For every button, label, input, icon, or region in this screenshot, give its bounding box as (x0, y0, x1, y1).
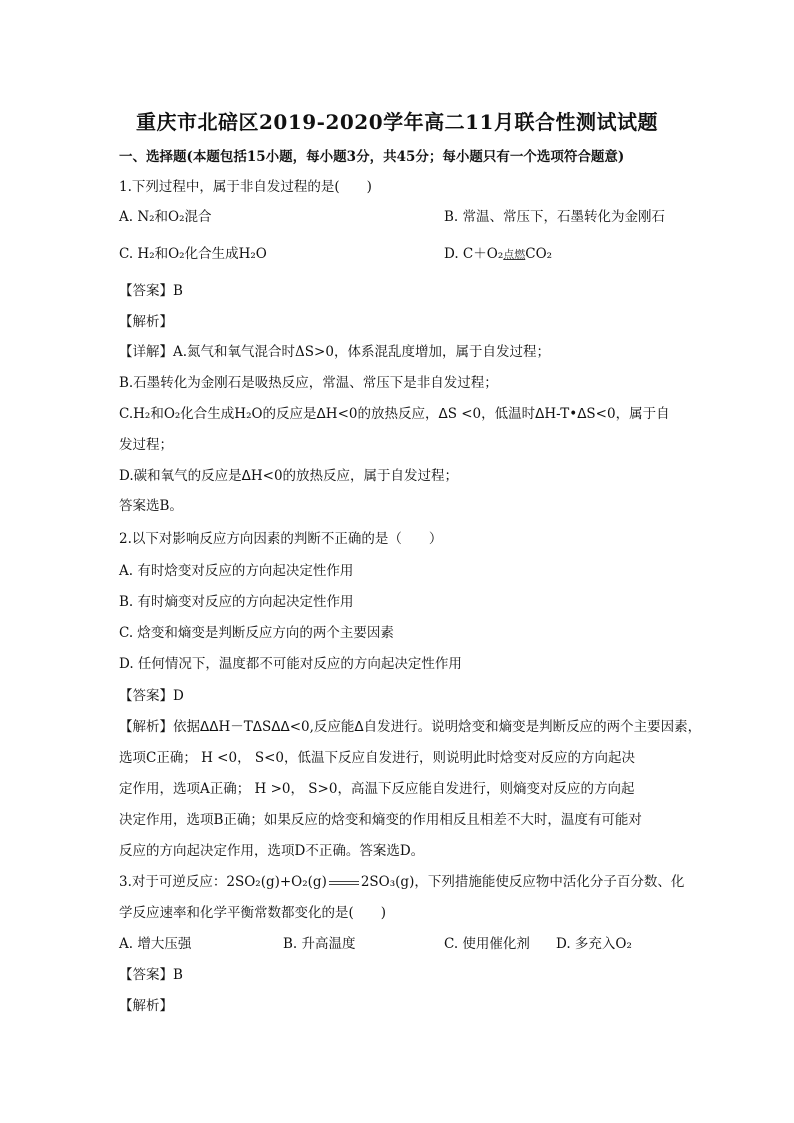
page-title: 重庆市北碚区2019-2020学年高二11月联合性测试试题 (136, 110, 658, 134)
question-1-stem: 1.下列过程中，属于非自发过程的是( ) (119, 179, 372, 195)
question-1-analysis-line: C.H₂和O₂化合生成H₂O的反应是ᐃH<0的放热反应，ᐃS <0，低温时ᐃH-T•ᐃS<0，属于自 (119, 406, 670, 422)
question-1-analysis-line: D.碳和氧气的反应是ᐃH<0的放热反应，属于自发过程； (119, 468, 459, 484)
question-2-analysis-line: 【解析】依据ᐃᐃH－TᐃSᐃᐃ<0,反应能ᐃ自发进行。说明焓变和熵变是判断反应的两个主要因素， (119, 719, 702, 735)
question-2-analysis-line: 决定作用，选项B正确；如果反应的焓变和熵变的作用相反且相差不大时，温度有可能对 (119, 812, 642, 828)
question-2-analysis-line: 反应的方向起决定作用，选项D不正确。答案选D。 (119, 843, 425, 859)
question-2-answer: 【答案】D (119, 688, 184, 704)
question-2-stem: 2.以下对影响反应方向因素的判断不正确的是（ ） (119, 531, 443, 547)
question-2-analysis-line: 选项C正确； H <0， S<0，低温下反应自发进行，则说明此时焓变对反应的方向起决 (119, 750, 636, 766)
question-1-option-b: B. 常温、常压下，石墨转化为金刚石 (444, 209, 666, 225)
ignite-condition: 点燃 (503, 248, 526, 261)
question-3-option-b: B. 升高温度 (283, 936, 356, 952)
question-2-option-a: A. 有时焓变对反应的方向起决定性作用 (119, 563, 354, 579)
question-2-option-b: B. 有时熵变对反应的方向起决定性作用 (119, 594, 354, 610)
question-1-analysis-line: B.石墨转化为金刚石是吸热反应，常温、常压下是非自发过程； (119, 375, 498, 391)
question-1-answer: 【答案】B (119, 283, 183, 299)
question-3-option-d: D. 多充入O₂ (556, 936, 632, 952)
option-d-product: CO₂ (525, 246, 553, 262)
question-3-analysis-heading: 【解析】 (119, 998, 173, 1014)
question-1-analysis-heading: 【解析】 (119, 314, 173, 330)
question-3-answer: 【答案】B (119, 967, 183, 983)
question-2-analysis-line: 定作用，选项A正确； H >0， S>0，高温下反应能自发进行，则熵变对反应的方向起 (119, 781, 635, 797)
question-3-option-a: A. 增大压强 (119, 936, 192, 952)
reversible-arrow-icon (327, 878, 361, 888)
question-1-conclusion: 答案选B。 (119, 498, 183, 514)
question-1-analysis-line: 发过程； (119, 437, 173, 453)
option-d-reactants: D. C＋O₂ (444, 246, 504, 262)
question-3-option-c: C. 使用催化剂 (444, 936, 530, 952)
section-heading: 一、选择题(本题包括15小题，每小题3分，共45分；每小题只有一个选项符合题意) (119, 149, 625, 165)
question-2-option-d: D. 任何情况下，温度都不可能对反应的方向起决定性作用 (119, 656, 462, 672)
question-1-option-c: C. H₂和O₂化合生成H₂O (119, 246, 267, 262)
question-3-stem-continued: 学反应速率和化学平衡常数都变化的是( ) (119, 905, 387, 921)
reaction-products-and-question: 2SO₃(g)，下列措施能使反应物中活化分子百分数、化 (360, 874, 685, 890)
question-1-option-a: A. N₂和O₂混合 (119, 209, 212, 225)
question-3-stem (119, 873, 684, 891)
question-1-option-d (444, 245, 552, 264)
question-1-analysis-line: 【详解】A.氮气和氧气混合时ΔS>0，体系混乱度增加，属于自发过程； (119, 344, 550, 360)
reaction-reactants: 3.对于可逆反应：2SO₂(g)+O₂(g) (119, 874, 327, 890)
question-2-option-c: C. 焓变和熵变是判断反应方向的两个主要因素 (119, 625, 394, 641)
